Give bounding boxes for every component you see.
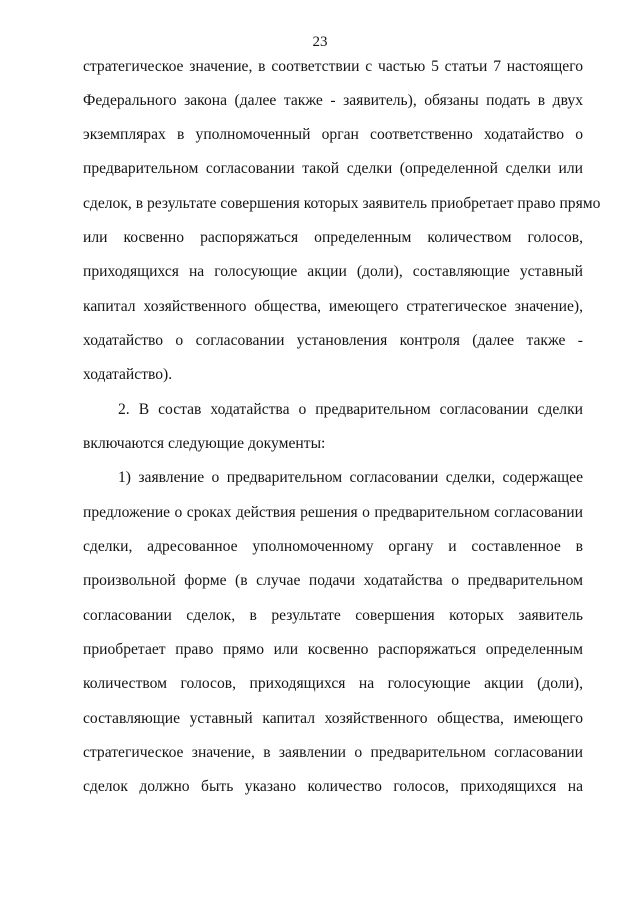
text-line: предварительном согласовании такой сделки (определенной сделки или [83, 160, 583, 177]
text-line: составляющие уставный капитал хозяйственного общества, имеющего [83, 710, 583, 727]
text-line: включаются следующие документы: [83, 435, 326, 452]
text-line: капитал хозяйственного общества, имеющего стратегическое значение), [83, 298, 583, 315]
page-number: 23 [312, 34, 328, 50]
text-line: приобретает право прямо или косвенно распоряжаться определенным [83, 641, 583, 658]
text-line: ходатайство о согласовании установления контроля (далее также - [83, 332, 583, 349]
text-line: или косвенно распоряжаться определенным количеством голосов, [83, 229, 583, 246]
text-line: стратегическое значение, в заявлении о предварительном согласовании [83, 744, 583, 761]
text-line: согласовании сделок, в результате совершения которых заявитель [83, 607, 583, 624]
text-line: сделок должно быть указано количество голосов, приходящихся на [83, 778, 583, 795]
text-line: 1) заявление о предварительном согласовании сделки, содержащее [118, 469, 583, 486]
text-line: предложение о сроках действия решения о предварительном согласовании [83, 504, 583, 521]
text-line: ходатайство). [83, 366, 173, 383]
text-line: сделок, в результате совершения которых заявитель приобретает право прямо [83, 195, 601, 212]
text-line: приходящихся на голосующие акции (доли), составляющие уставный [83, 263, 583, 280]
text-line: экземплярах в уполномоченный орган соответственно ходатайство о [83, 126, 583, 143]
text-line: стратегическое значение, в соответствии с частью 5 статьи 7 настоящего [83, 58, 583, 75]
text-line: 2. В состав ходатайства о предварительном согласовании сделки [118, 401, 583, 418]
text-line: произвольной форме (в случае подачи ходатайства о предварительном [83, 572, 583, 589]
text-line: Федерального закона (далее также - заявитель), обязаны подать в двух [83, 92, 583, 109]
text-line: сделки, адресованное уполномоченному органу и составленное в [83, 538, 583, 555]
text-line: количеством голосов, приходящихся на голосующие акции (доли), [83, 675, 583, 692]
